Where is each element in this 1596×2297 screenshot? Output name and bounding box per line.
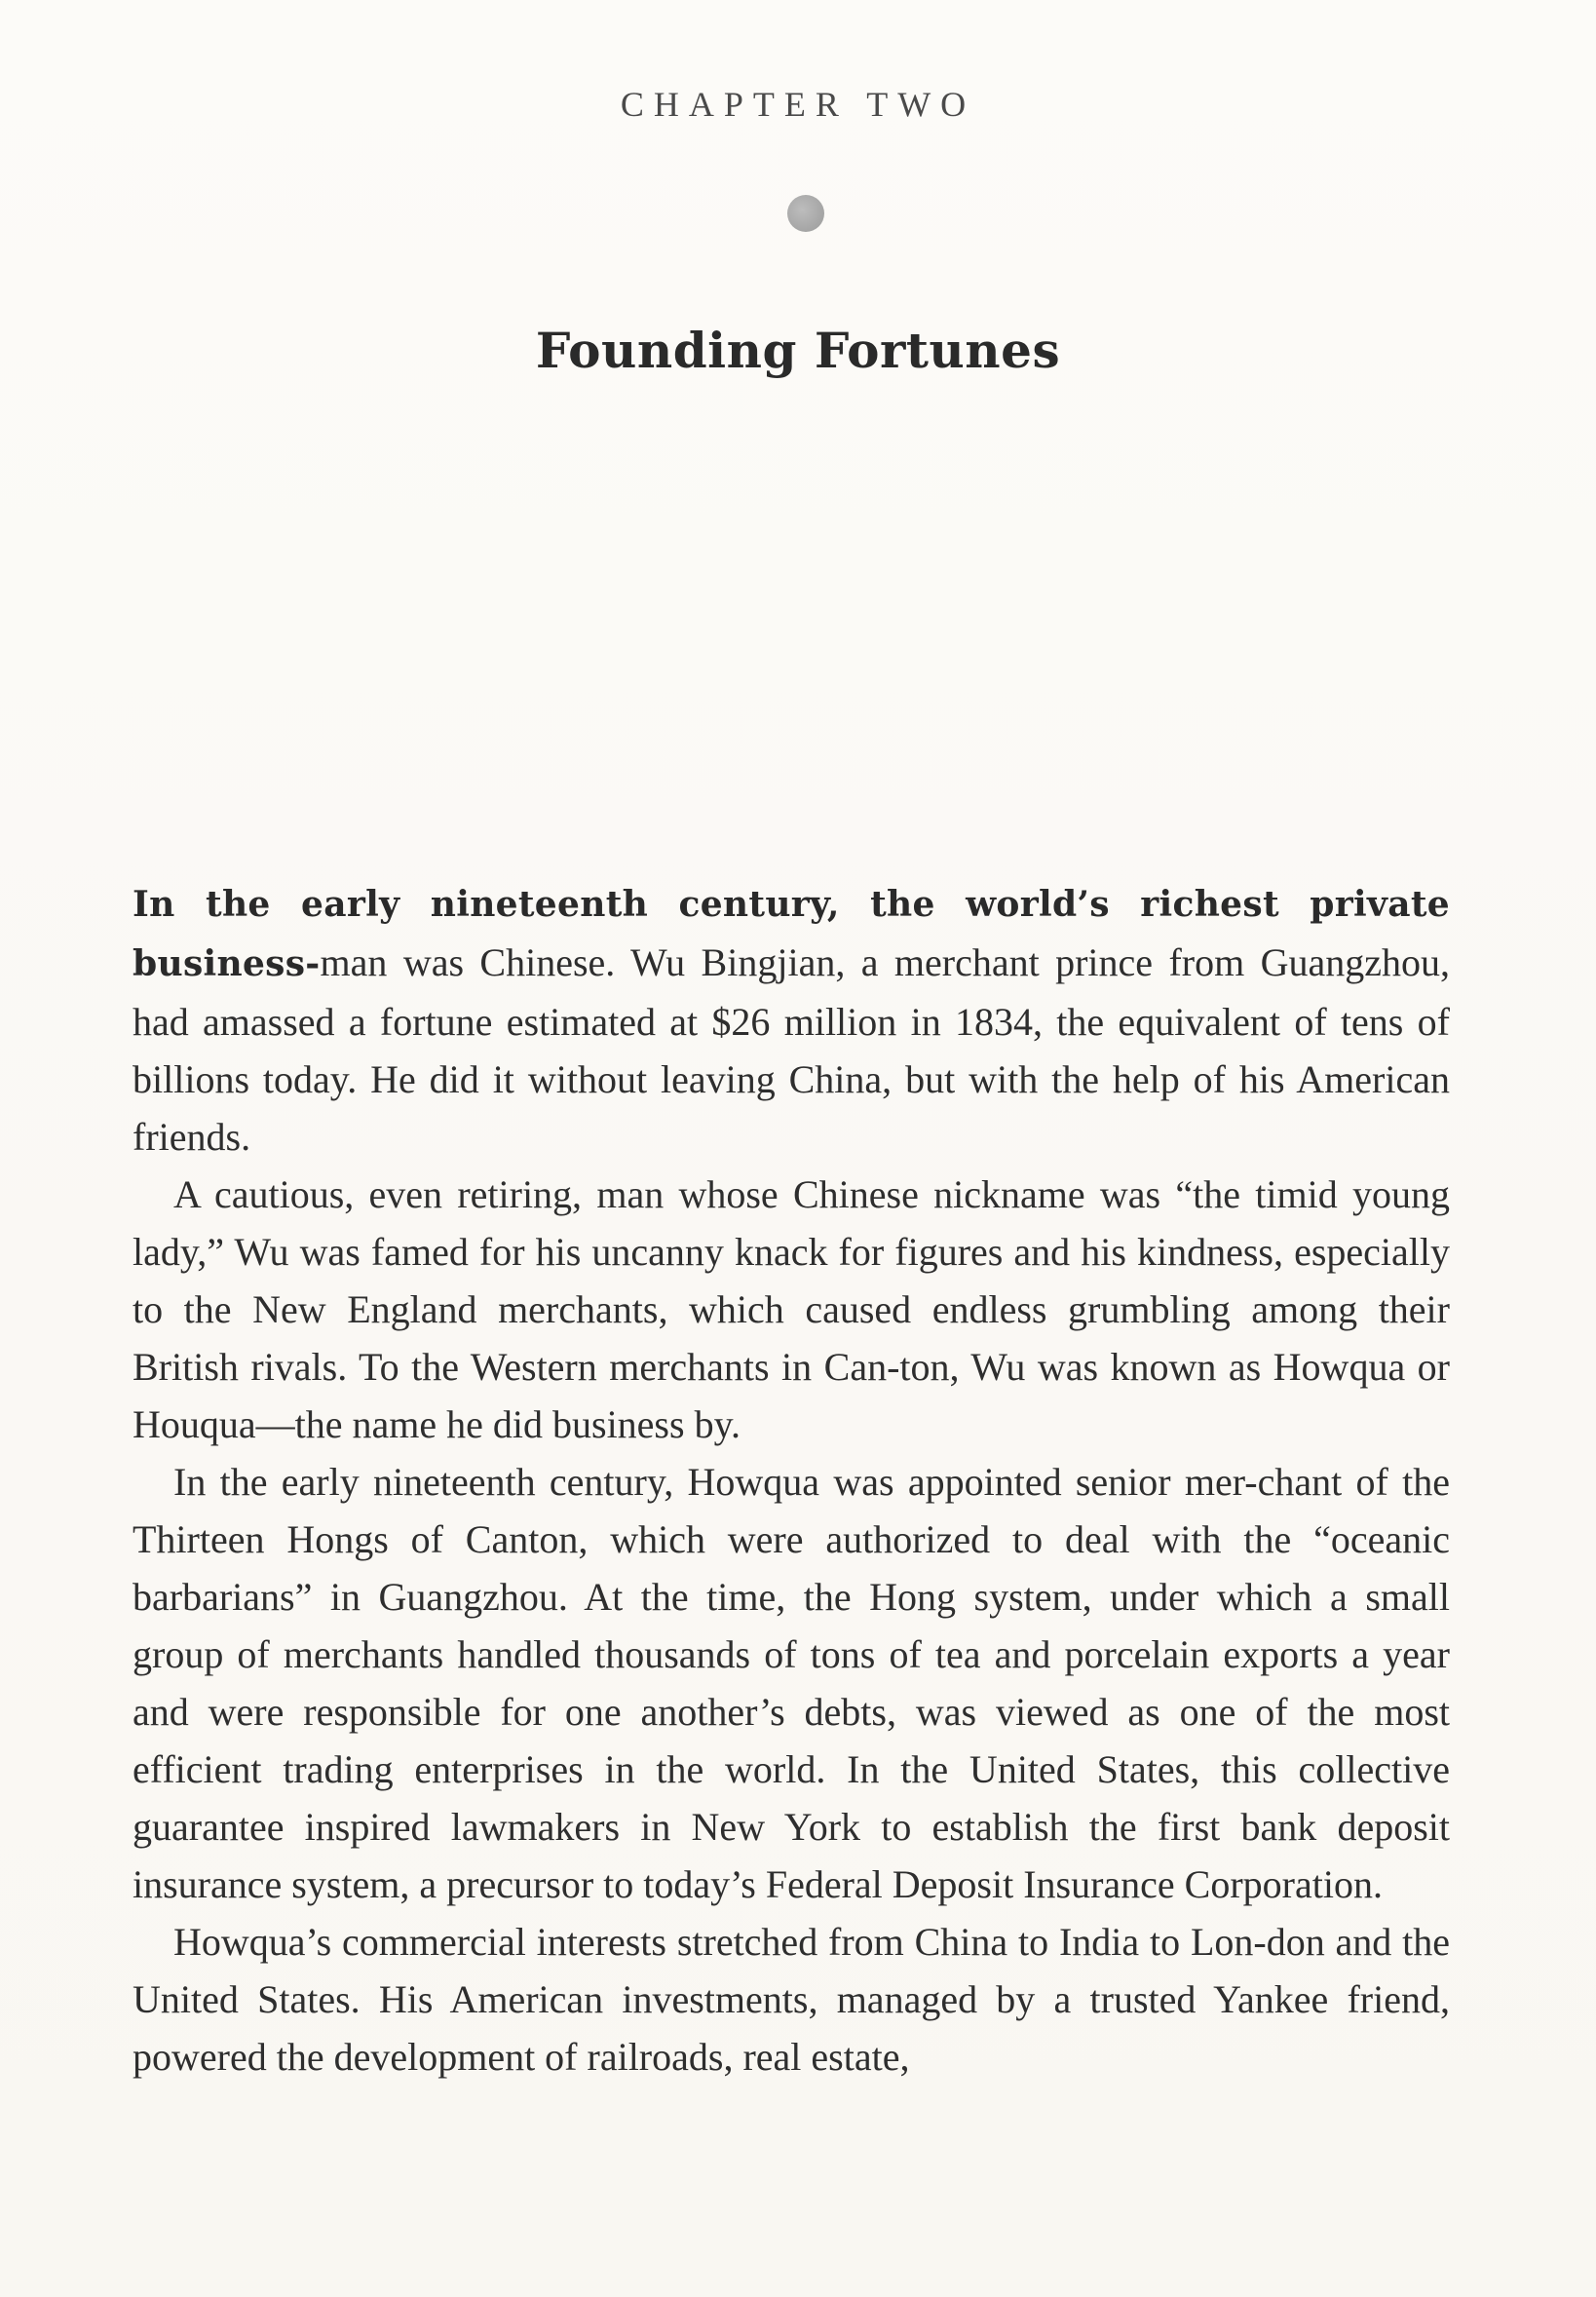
paragraph-3: In the early nineteenth century, Howqua was appointed senior mer-chant of the Thirteen Hongs of Canton, which were authorized to deal with the “oceanic barbarians” in Guangzhou. At the time, the Hong system, under which a small group of merchants handled thousands of tons of tea and porcelain exports a year and were responsible for one another’s debts, was viewed as one of the most efficient trading enterprises in the world. In the United States, this collective guarantee inspired lawmakers in New York to establish the first bank deposit insurance system, a precursor to today’s Federal Deposit Insurance Corporation. (133, 1460, 1450, 1906)
paragraph-lead-in: In the early nineteenth century, the world’s richest private business- (133, 884, 1450, 984)
paragraph-4: Howqua’s commercial interests stretched from China to India to Lon-don and the United States. His American investments, managed by a trusted Yankee friend, powered the development of railroads, real estate, (133, 1920, 1450, 2079)
chapter-title: Founding Fortunes (535, 322, 1061, 379)
paragraph-1 (133, 874, 1450, 1166)
paragraph-1-text: man was Chinese. Wu Bingjian, a merchant prince from Guangzhou, had amassed a fortune estimated at $26 million in 1834, the equivalent of tens of billions today. He did it without leaving China, but with the help of his American friends. (133, 940, 1450, 1159)
chapter-body (133, 874, 1450, 2086)
chapter-label: CHAPTER TWO (620, 85, 976, 124)
circle-ornament-icon (787, 195, 824, 232)
paragraph-2: A cautious, even retiring, man whose Chinese nickname was “the timid young lady,” Wu was famed for his uncanny knack for figures and his kindness, especially to the New England merchants, which caused endless grumbling among their British rivals. To the Western merchants in Can-ton, Wu was known as Howqua or Houqua—the name he did business by. (133, 1172, 1450, 1446)
